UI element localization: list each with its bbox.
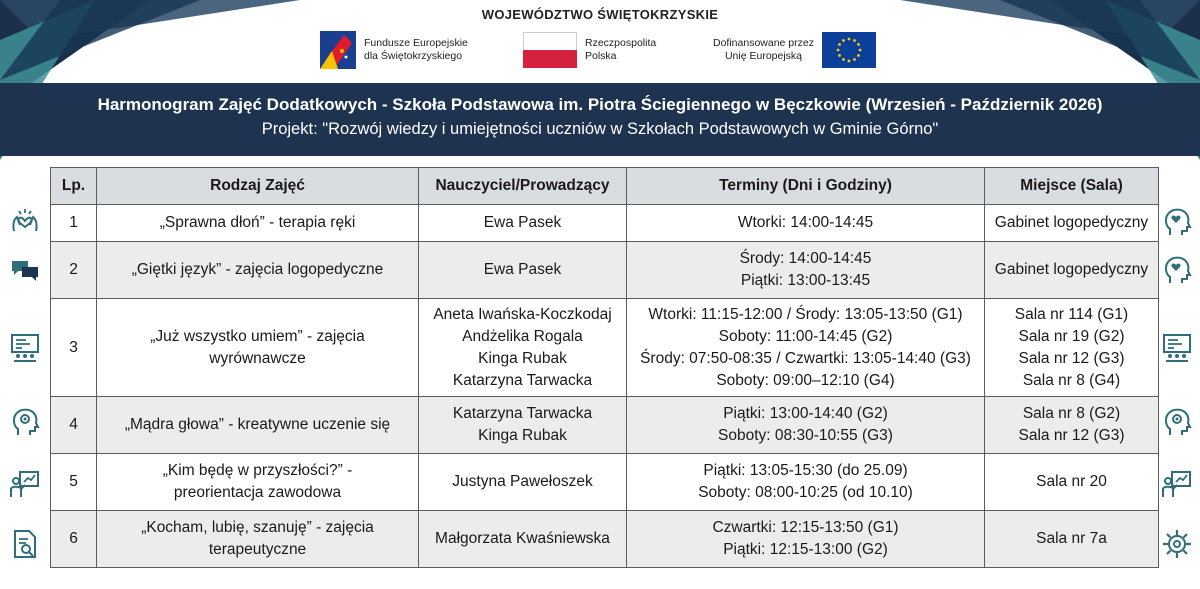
cell-type-line: „Mądra głowa” - kreatywne uczenie się: [124, 416, 391, 433]
table-row: [51, 205, 1159, 242]
cell-terms: [627, 511, 985, 568]
cell-terms-line: Środy: 07:50-08:35 / Czwartki: 13:05-14:40 (G3): [640, 349, 971, 367]
cell-place: [985, 397, 1159, 454]
cell-type-line: „Kim będę w przyszłości?” -: [162, 462, 353, 479]
cell-terms-line: Piątki: 13:00-13:45: [740, 272, 871, 289]
cell-teacher-line: Kinga Rubak: [478, 427, 567, 444]
table-row: [51, 397, 1159, 454]
cell-terms-line: Wtorki: 14:00-14:45: [737, 214, 874, 231]
cell-teacher: [419, 299, 627, 397]
cell-lp: 6: [51, 511, 97, 568]
cell-terms-line: Soboty: 09:00–12:10 (G4): [716, 371, 895, 389]
cell-terms-line: Soboty: 11:00-14:45 (G2): [718, 327, 893, 345]
fe-line1: Fundusze Europejskie: [364, 37, 468, 49]
cell-place-line: Gabinet logopedyczny: [994, 261, 1149, 278]
presentation-board-icon: [8, 330, 42, 364]
table-header-row: [51, 168, 1159, 205]
cell-terms: [627, 454, 985, 511]
cell-terms-line: Piątki: 13:00-14:40 (G2): [723, 405, 888, 422]
cell-terms: [627, 299, 985, 397]
table-row: [51, 242, 1159, 299]
cell-terms-line: Soboty: 08:00-10:25 (od 10.10): [698, 484, 913, 501]
cell-teacher: [419, 242, 627, 299]
hands-heart-icon: [8, 205, 42, 239]
eu-flag-icon: [822, 32, 876, 68]
cell-type: [97, 299, 419, 397]
cell-place-line: Sala nr 19 (G2): [1018, 327, 1125, 345]
cell-teacher-line: Ewa Pasek: [483, 214, 562, 231]
ue-line1: Dofinansowane przez: [713, 37, 814, 49]
cell-teacher-line: Kinga Rubak: [478, 349, 567, 367]
header-lp: Lp.: [51, 168, 97, 205]
cell-place: [985, 242, 1159, 299]
cell-teacher: [419, 454, 627, 511]
ue-line2: Unię Europejską: [724, 50, 803, 62]
head-gears-icon: [8, 405, 42, 439]
cell-terms-line: Środy: 14:00-14:45: [739, 250, 872, 267]
cell-place-line: Sala nr 12 (G3): [1018, 427, 1125, 444]
speech-bubbles-icon: [8, 253, 42, 287]
presentation-board-icon: [1160, 330, 1194, 364]
cell-terms-line: Czwartki: 12:15-13:50 (G1): [712, 519, 899, 536]
cell-type-line: preorientacja zawodowa: [173, 484, 342, 501]
page-title: Harmonogram Zajęć Dodatkowych - Szkoła Podstawowa im. Piotra Ściegiennego w Bęczkowie (Wrzesień - Październik 2026): [97, 95, 1103, 114]
logo-unia-europejska: [713, 27, 876, 73]
cell-teacher-line: Katarzyna Tarwacka: [452, 371, 593, 389]
cell-lp: 5: [51, 454, 97, 511]
cell-place: [985, 299, 1159, 397]
cell-place-line: Gabinet logopedyczny: [994, 214, 1149, 231]
header-terms: Terminy (Dni i Godziny): [627, 168, 985, 205]
header-place: Miejsce (Sala): [985, 168, 1159, 205]
cell-place: [985, 454, 1159, 511]
logo-fundusze-europejskie: [318, 27, 468, 73]
cell-lp: 2: [51, 242, 97, 299]
cell-type-line: „Już wszystko umiem” - zajęcia: [150, 327, 365, 345]
cell-place-line: Sala nr 114 (G1): [1014, 305, 1129, 323]
cell-teacher: [419, 511, 627, 568]
rp-line1: Rzeczpospolita: [585, 37, 657, 49]
cell-lp: 4: [51, 397, 97, 454]
header-type: Rodzaj Zajęć: [97, 168, 419, 205]
rp-line2: Polska: [585, 50, 617, 62]
cell-teacher-line: Andżelika Rogala: [462, 327, 583, 345]
table-row: [51, 511, 1159, 568]
cell-place-line: Sala nr 20: [1036, 473, 1107, 490]
cell-place-line: Sala nr 12 (G3): [1018, 349, 1125, 367]
cell-place-line: Sala nr 8 (G4): [1022, 371, 1121, 389]
logo-rzeczpospolita-polska: [523, 27, 656, 73]
cell-lp: 3: [51, 299, 97, 397]
cell-type: [97, 397, 419, 454]
head-gears-icon: [1160, 405, 1194, 439]
document-search-icon: [8, 527, 42, 561]
cell-type: [97, 205, 419, 242]
cell-type-line: terapeutyczne: [208, 541, 307, 558]
cell-lp: 1: [51, 205, 97, 242]
fe-line2: dla Świętokrzyskiego: [364, 50, 463, 62]
cell-terms-line: Soboty: 08:30-10:55 (G3): [718, 427, 893, 444]
cell-place: [985, 511, 1159, 568]
cell-type: [97, 511, 419, 568]
cell-terms-line: Wtorki: 11:15-12:00 / Środy: 13:05-13:50 (G1): [648, 305, 963, 323]
cell-teacher-line: Katarzyna Tarwacka: [452, 405, 593, 422]
cell-terms-line: Piątki: 12:15-13:00 (G2): [723, 541, 888, 558]
cell-type-line: „Kocham, lubię, szanuję” - zajęcia: [141, 519, 374, 536]
cell-type: [97, 454, 419, 511]
cell-teacher: [419, 397, 627, 454]
table-row: [51, 454, 1159, 511]
teacher-board-icon: [1160, 467, 1194, 501]
cell-type: [97, 242, 419, 299]
cell-terms: [627, 205, 985, 242]
fe-emblem-icon: [318, 29, 358, 71]
cell-teacher-line: Aneta Iwańska-Koczkodaj: [433, 305, 612, 323]
cell-terms: [627, 242, 985, 299]
logo-strip: [318, 27, 892, 73]
cell-teacher-line: Małgorzata Kwaśniewska: [435, 530, 610, 547]
cell-place-line: Sala nr 8 (G2): [1022, 405, 1121, 422]
region-title: WOJEWÓDZTWO ŚWIĘTOKRZYSKIE: [481, 7, 719, 22]
polish-flag-icon: [523, 32, 577, 68]
cell-place-line: Sala nr 7a: [1036, 530, 1107, 547]
cell-teacher: [419, 205, 627, 242]
teacher-board-icon: [8, 467, 42, 501]
cell-place: [985, 205, 1159, 242]
head-heart-icon: [1160, 205, 1194, 239]
cell-teacher-line: Justyna Pawełoszek: [452, 473, 593, 490]
header-teacher: Nauczyciel/Prowadzący: [419, 168, 627, 205]
cell-teacher-line: Ewa Pasek: [483, 261, 562, 278]
gear-icon: [1160, 527, 1194, 561]
page-subtitle: Projekt: "Rozwój wiedzy i umiejętności uczniów w Szkołach Podstawowych w Gminie Górno": [261, 120, 939, 138]
cell-type-line: „Sprawna dłoń” - terapia ręki: [159, 214, 356, 231]
head-heart-icon: [1160, 253, 1194, 287]
cell-terms-line: Piątki: 13:05-15:30 (do 25.09): [703, 462, 908, 479]
cell-type-line: wyrównawcze: [209, 349, 306, 367]
cell-type-line: „Giętki język” - zajęcia logopedyczne: [131, 261, 384, 278]
schedule-table: [50, 167, 1159, 568]
table-row: [51, 299, 1159, 397]
cell-terms: [627, 397, 985, 454]
